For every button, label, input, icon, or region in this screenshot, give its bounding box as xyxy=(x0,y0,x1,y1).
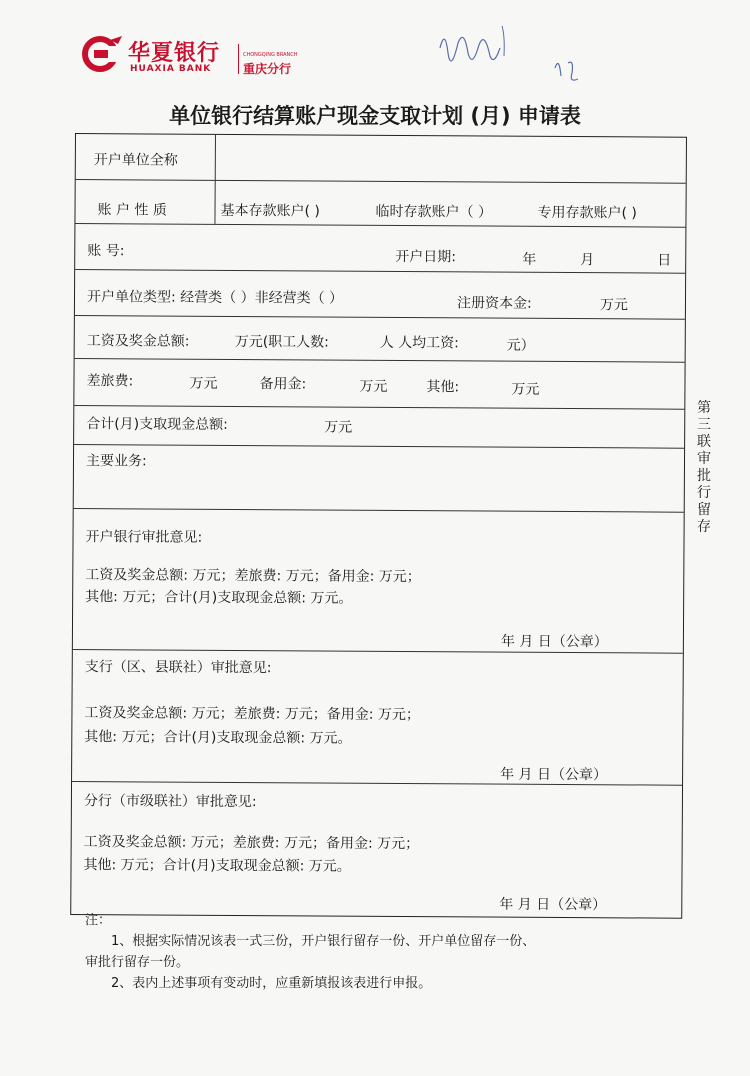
registered-capital-unit: 万元 xyxy=(599,297,629,314)
row-divider xyxy=(75,269,685,274)
date-day-label: 日 xyxy=(657,252,672,269)
header-divider xyxy=(238,44,239,74)
petty-cash-unit: 万元 xyxy=(359,378,388,395)
subbranch-approval-title: 支行（区、县联社）审批意见: xyxy=(84,659,272,677)
handwritten-scribble xyxy=(430,18,590,88)
branch-approval-line1: 工资及奖金总额: 万元；差旅费: 万元；备用金: 万元； xyxy=(83,834,420,853)
total-cash-label: 合计(月)支取现金总额: xyxy=(86,416,228,433)
subbranch-approval-date: 年 月 日（公章） xyxy=(500,766,608,784)
staff-count-label: 万元(职工人数: xyxy=(234,333,329,351)
row-divider xyxy=(74,444,684,449)
travel-expense-label: 差旅费: xyxy=(86,373,134,390)
subbranch-approval-line2: 其他: 万元；合计(月)支取现金总额: 万元。 xyxy=(84,729,352,747)
petty-cash-label: 备用金: xyxy=(259,376,307,393)
special-account-option[interactable]: 专用存款账户( ) xyxy=(537,204,637,222)
bank-name-cn: 华夏银行 xyxy=(128,41,221,66)
salary-total-label: 工资及奖金总额: xyxy=(86,333,190,350)
note-2: 2、表内上述事项有变动时，应重新填报该表进行申报。 xyxy=(85,976,432,991)
account-holder-field[interactable] xyxy=(221,145,676,174)
bank-approval-title: 开户银行审批意见: xyxy=(85,529,203,546)
notes-heading: 注： xyxy=(85,913,112,928)
unit-type-field[interactable]: 开户单位类型: 经营类（ ）非经营类（ ） xyxy=(86,289,344,307)
travel-expense-unit: 万元 xyxy=(189,375,218,392)
date-month-label: 月 xyxy=(580,252,595,269)
row-divider xyxy=(75,358,685,363)
account-number-label: 账 号: xyxy=(87,243,125,260)
main-business-label: 主要业务: xyxy=(85,453,147,470)
temporary-account-option[interactable]: 临时存款账户（ ） xyxy=(375,203,493,221)
application-form xyxy=(70,133,687,919)
branch-name-cn: 重庆分行 xyxy=(243,62,292,76)
row-divider xyxy=(75,223,685,228)
row-divider xyxy=(76,179,686,184)
average-salary-unit: 元） xyxy=(506,337,535,354)
row-divider xyxy=(74,405,684,410)
form-notes xyxy=(85,910,535,994)
bank-name-en: HUAXIA BANK xyxy=(130,64,212,74)
open-date-label: 开户日期: xyxy=(395,248,457,266)
note-1-cont: 审批行留存一份。 xyxy=(85,955,190,970)
branch-name-en: CHONGQING BRANCH xyxy=(243,52,298,58)
field-label-account-type: 账 户 性 质 xyxy=(97,202,167,219)
registered-capital-label: 注册资本金: xyxy=(456,295,532,312)
branch-approval-date: 年 月 日（公章） xyxy=(499,896,607,914)
row-divider xyxy=(75,315,685,320)
branch-approval-line2: 其他: 万元；合计(月)支取现金总额: 万元。 xyxy=(83,857,351,875)
date-year-label: 年 xyxy=(522,251,537,268)
branch-approval-title: 分行（市级联社）审批意见: xyxy=(83,793,257,811)
subbranch-approval-line1: 工资及奖金总额: 万元；差旅费: 万元；备用金: 万元； xyxy=(84,705,420,724)
huaxia-bank-logo-icon xyxy=(80,34,124,72)
bank-approval-line1: 工资及奖金总额: 万元；差旅费: 万元；备用金: 万元； xyxy=(85,567,421,586)
copy-side-label: 第三联 审批行留存 xyxy=(697,400,711,535)
field-label-account-holder: 开户单位全称 xyxy=(93,152,178,169)
row-divider xyxy=(74,508,684,513)
other-label: 其他: xyxy=(426,379,460,396)
other-unit: 万元 xyxy=(511,381,540,398)
basic-account-option[interactable]: 基本存款账户( ) xyxy=(220,202,320,220)
bank-approval-date: 年 月 日（公章） xyxy=(500,633,608,651)
form-title: 单位银行结算账户现金支取计划 (月) 申请表 xyxy=(169,104,581,128)
average-salary-label: 人 人均工资: xyxy=(379,334,459,352)
total-cash-unit: 万元 xyxy=(324,419,353,436)
bank-approval-line2: 其他: 万元；合计(月)支取现金总额: 万元。 xyxy=(85,589,353,607)
note-1: 1、根据实际情况该表一式三份，开户银行留存一份、开户单位留存一份、 xyxy=(85,934,536,949)
